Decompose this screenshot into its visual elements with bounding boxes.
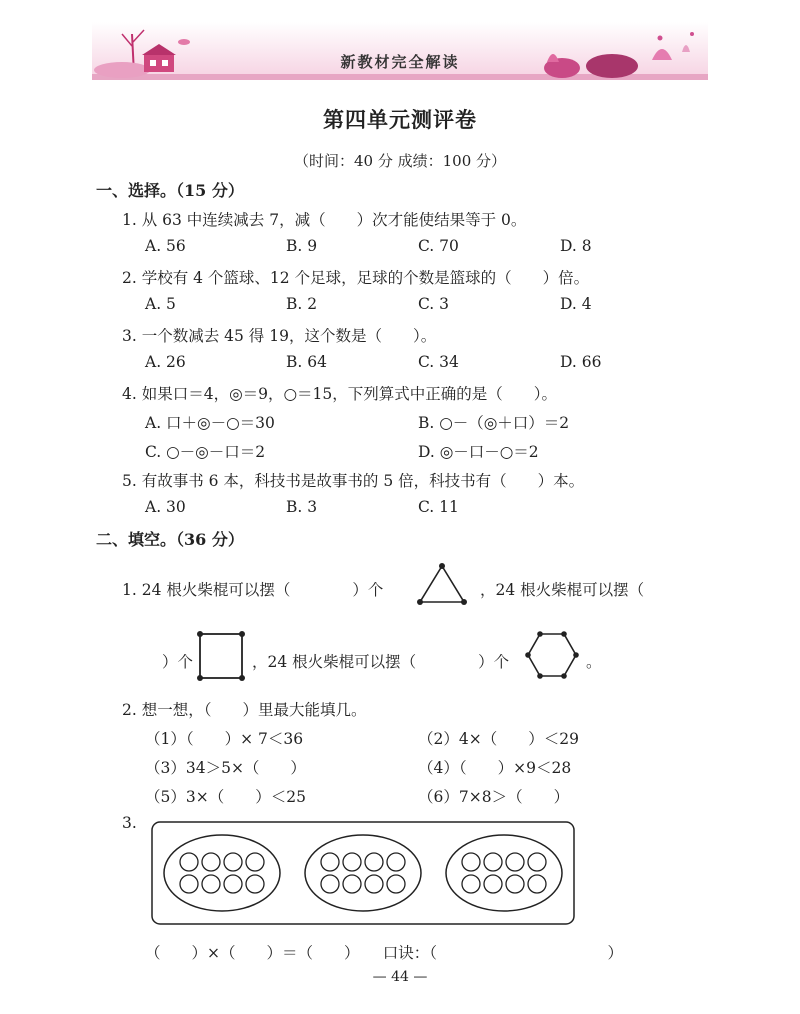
fill-q2: 2. 想一想，（ ）里最大能填几。 [122, 701, 367, 719]
page-number: — 44 — [372, 969, 428, 985]
option: B. 2 [286, 295, 318, 313]
hexagon-matchstick-icon [522, 630, 582, 680]
fill-q1-part1: 1. 24 根火柴棍可以摆（ ）个 [122, 581, 384, 599]
counter-circle [528, 875, 546, 893]
counter-circle [528, 853, 546, 871]
triangle-matchstick-icon [412, 560, 472, 608]
group-oval [446, 835, 562, 911]
counter-circle [484, 853, 502, 871]
fill-q1-part3: ）个 [162, 653, 194, 671]
counter-circle [387, 875, 405, 893]
option: C. 3 [418, 295, 450, 313]
counter-circle [224, 853, 242, 871]
counter-circle [202, 853, 220, 871]
section-heading: 一、选择。（15 分） [96, 181, 244, 200]
option: B. 9 [286, 237, 318, 255]
counter-circle [180, 875, 198, 893]
counter-circle [343, 853, 361, 871]
question-1: 1. 从 63 中连续减去 7，减（ ）次才能使结果等于 0。 [122, 211, 527, 229]
section-heading: 二、填空。（36 分） [96, 530, 244, 549]
option: D. 8 [560, 237, 592, 255]
grouped-circles-figure [150, 820, 576, 926]
option: A. 56 [145, 237, 186, 255]
fill-q1-part5: 。 [586, 653, 602, 671]
option: B. 3 [286, 498, 318, 516]
counter-circle [321, 875, 339, 893]
option: B. 64 [286, 353, 327, 371]
banner-title: 新教材完全解读 [340, 53, 460, 71]
option: A. 26 [145, 353, 186, 371]
group-oval [305, 835, 421, 911]
fill-q2-item: （6）7×8＞（ ） [418, 788, 570, 806]
counter-circle [343, 875, 361, 893]
counter-circle [365, 875, 383, 893]
counter-circle [387, 853, 405, 871]
counter-circle [462, 853, 480, 871]
counter-circle [246, 875, 264, 893]
fill-q2-item: （3）34＞5×（ ） [145, 759, 306, 777]
option: A. 30 [145, 498, 186, 516]
question-4: 4. 如果口＝4，◎＝9，○＝15，下列算式中正确的是（ ）。 [122, 385, 557, 403]
option: D. 66 [560, 353, 602, 371]
group-oval [164, 835, 280, 911]
counter-circle [224, 875, 242, 893]
option: A. 口＋◎－○＝30 [145, 414, 275, 432]
fill-q3-label: 3. [122, 814, 137, 832]
counter-circle [246, 853, 264, 871]
counter-circle [506, 875, 524, 893]
question-5: 5. 有故事书 6 本，科技书是故事书的 5 倍，科技书有（ ）本。 [122, 472, 585, 490]
square-matchstick-icon [194, 628, 248, 684]
fill-q2-item: （5）3×（ ）＜25 [145, 788, 306, 806]
counter-circle [321, 853, 339, 871]
option: C. 70 [418, 237, 459, 255]
fill-q2-item: （1）（ ）× 7＜36 [145, 730, 304, 748]
fill-q2-item: （2）4×（ ）＜29 [418, 730, 579, 748]
option: C. ○－◎－口＝2 [145, 443, 266, 461]
option: C. 11 [418, 498, 459, 516]
counter-circle [506, 853, 524, 871]
counter-circle [365, 853, 383, 871]
counter-circle [462, 875, 480, 893]
option: D. 4 [560, 295, 592, 313]
question-3: 3. 一个数减去 45 得 19，这个数是（ ）。 [122, 327, 437, 345]
counter-circle [202, 875, 220, 893]
page-title: 第四单元测评卷 [323, 107, 477, 132]
option: C. 34 [418, 353, 459, 371]
fill-q1-part4: ，24 根火柴棍可以摆（ ）个 [252, 653, 510, 671]
question-2: 2. 学校有 4 个篮球、12 个足球，足球的个数是篮球的（ ）倍。 [122, 269, 590, 287]
fill-q3-answer-line: （ ）×（ ）＝（ ） 口诀：（ ） [145, 944, 623, 962]
exam-info: （时间：40 分 成绩：100 分） [293, 152, 507, 170]
option: A. 5 [145, 295, 176, 313]
option: D. ◎－口－○＝2 [418, 443, 539, 461]
counter-circle [484, 875, 502, 893]
fill-q1-part2: ，24 根火柴棍可以摆（ [480, 581, 645, 599]
fill-q2-item: （4）（ ）×9＜28 [418, 759, 572, 777]
option: B. ○－（◎＋口）＝2 [418, 414, 570, 432]
counter-circle [180, 853, 198, 871]
